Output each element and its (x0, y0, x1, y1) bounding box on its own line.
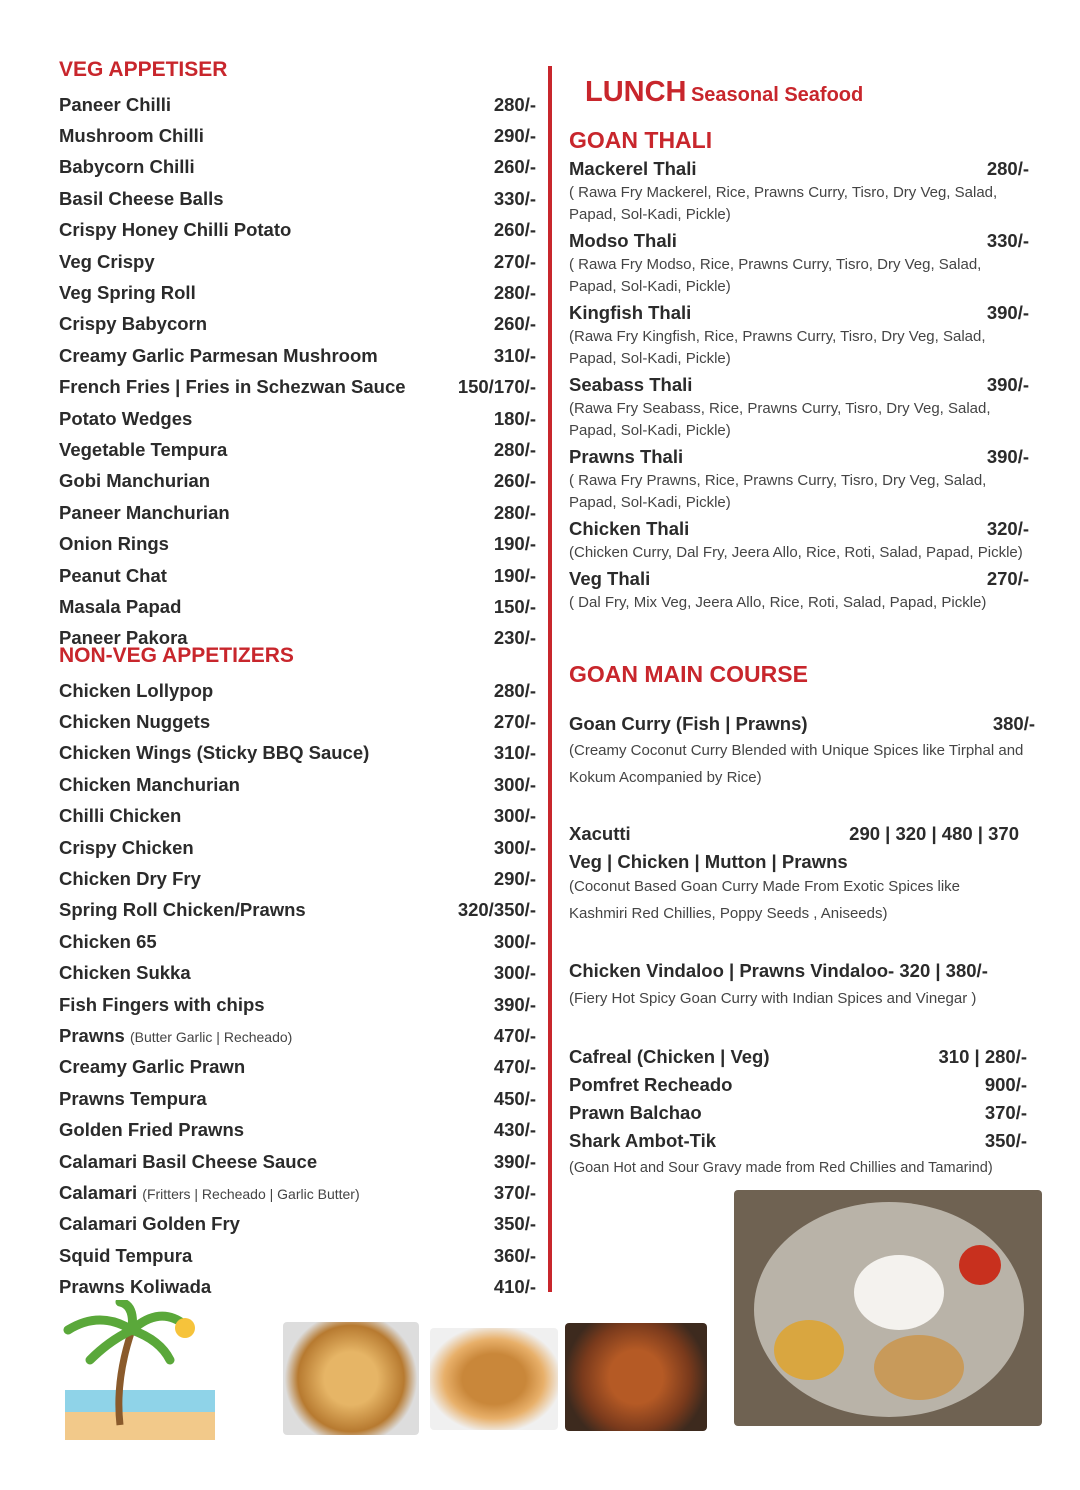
veg-appetiser-heading: VEG APPETISER (59, 58, 228, 81)
item-name: Onion Rings (59, 533, 169, 555)
menu-item (59, 246, 536, 277)
menu-item (59, 926, 536, 957)
item-name-wrap (59, 1245, 192, 1267)
thali-row (569, 516, 1029, 542)
menu-item (59, 309, 536, 340)
item-price: 330/- (493, 187, 536, 209)
item-price: 290/- (493, 868, 536, 890)
item-name: Shark Ambot-Tik (569, 1130, 716, 1151)
goan-thali-list (569, 156, 1029, 616)
item-description: ( Dal Fry, Mix Veg, Jeera Allo, Rice, Roti, Salad, Papad, Pickle) (569, 594, 987, 611)
menu-item (59, 1271, 536, 1302)
item-price: 180/- (493, 407, 536, 429)
item-name: Vegetable Tempura (59, 438, 228, 460)
item-name: Calamari (59, 1181, 138, 1203)
item-price: 370/- (984, 1102, 1027, 1123)
item-name: Goan Curry (Fish | Prawns) (569, 713, 808, 734)
vindaloo-item (569, 960, 1039, 1010)
thali-row (569, 300, 1029, 326)
item-description: (Fiery Hot Spicy Goan Curry with Indian Spices and Vinegar ) (569, 990, 977, 1007)
item-name-wrap (59, 742, 369, 764)
menu-item (59, 560, 536, 591)
item-price: 150/170/- (457, 376, 536, 398)
item-name: Chicken Thali (569, 518, 690, 539)
item-name-wrap (59, 837, 194, 859)
main-course-list (569, 1043, 1027, 1155)
item-name-wrap (59, 962, 191, 984)
item-price: 150/- (493, 595, 536, 617)
item-price: 390/- (493, 993, 536, 1015)
item-price: 270/- (493, 711, 536, 733)
item-name: Gobi Manchurian (59, 470, 211, 492)
thali-row (569, 228, 1029, 254)
item-price: 380/- (992, 713, 1035, 734)
goan-curry-item (569, 713, 1035, 791)
item-name-wrap (59, 868, 201, 890)
item-price: 310/- (493, 742, 536, 764)
item-price: 270/- (986, 568, 1029, 589)
item-name: Crispy Chicken (59, 836, 194, 858)
item-price: 260/- (493, 470, 536, 492)
item-name-wrap (59, 1119, 244, 1141)
item-name: Masala Papad (59, 595, 182, 617)
thali-item (569, 156, 1029, 226)
item-price: 300/- (493, 805, 536, 827)
thali-item (569, 516, 1029, 564)
item-price: 290 | 320 | 480 | 370 (849, 823, 1019, 844)
item-price: 300/- (493, 773, 536, 795)
item-description: (Creamy Coconut Curry Blended with Unique Spices like Tirphal and Kokum Acompanied by Rice) (569, 742, 1024, 786)
item-name: Basil Cheese Balls (59, 187, 224, 209)
item-name-wrap (59, 899, 306, 921)
item-name-wrap (59, 805, 181, 827)
item-name: Crispy Honey Chilli Potato (59, 219, 292, 241)
item-price: 290/- (493, 125, 536, 147)
item-price: 270/- (493, 250, 536, 272)
menu-item (59, 958, 536, 989)
item-name-wrap (59, 994, 265, 1016)
menu-item (59, 277, 536, 308)
item-price: 190/- (493, 533, 536, 555)
item-price: 390/- (986, 302, 1029, 323)
item-name: Chicken 65 (59, 930, 157, 952)
item-name: Squid Tempura (59, 1244, 193, 1266)
menu-item (59, 497, 536, 528)
item-price: 390/- (986, 374, 1029, 395)
menu-item (59, 1209, 536, 1240)
item-name: Chicken Dry Fry (59, 868, 201, 890)
menu-item (59, 466, 536, 497)
item-price: 410/- (493, 1276, 536, 1298)
item-name: Chicken Nuggets (59, 711, 211, 733)
item-name: Creamy Garlic Prawn (59, 1056, 246, 1078)
item-price: 300/- (493, 836, 536, 858)
item-price: 330/- (986, 230, 1029, 251)
item-description: (Chicken Curry, Dal Fry, Jeera Allo, Rice, Roti, Salad, Papad, Pickle) (569, 544, 1023, 561)
menu-item (59, 434, 536, 465)
menu-item (59, 1052, 536, 1083)
item-name: Chicken Wings (Sticky BBQ Sauce) (59, 742, 370, 764)
palm-beach-illustration (60, 1300, 220, 1440)
goan-main-course-heading: GOAN MAIN COURSE (569, 661, 808, 687)
thali-item (569, 372, 1029, 442)
thali-row (569, 156, 1029, 182)
item-name: Prawn Balchao (569, 1102, 702, 1123)
item-price: 310/- (493, 344, 536, 366)
item-price: 390/- (986, 446, 1029, 467)
item-price: 280/- (986, 158, 1029, 179)
item-description: (Rawa Fry Seabass, Rice, Prawns Curry, Tisro, Dry Veg, Salad, Papad, Sol-Kadi, Pickle) (569, 400, 991, 439)
menu-item (59, 215, 536, 246)
menu-item (569, 1127, 1027, 1155)
xacutti-item (569, 823, 1019, 927)
item-price: 350/- (984, 1130, 1027, 1151)
thali-item (569, 566, 1029, 614)
item-price: 260/- (493, 313, 536, 335)
thali-row (569, 566, 1029, 592)
item-name: Veg Crispy (59, 250, 155, 272)
menu-item (59, 895, 536, 926)
thali-row (569, 372, 1029, 398)
item-description: (Coconut Based Goan Curry Made From Exotic Spices like Kashmiri Red Chillies, Poppy Seeds , Aniseeds) (569, 878, 960, 922)
menu-item (59, 528, 536, 559)
lunch-heading (585, 76, 863, 109)
item-name: Chicken Manchurian (59, 773, 240, 795)
goan-thali-photo (734, 1190, 1042, 1426)
item-name: Chicken Sukka (59, 962, 191, 984)
item-name: Chicken Lollypop (59, 679, 214, 701)
item-price: 280/- (493, 93, 536, 115)
lunch-title: LUNCH (585, 76, 687, 108)
item-price: 190/- (493, 564, 536, 586)
item-name: Golden Fried Prawns (59, 1119, 245, 1141)
item-price: 360/- (493, 1244, 536, 1266)
item-name: Veg Spring Roll (59, 282, 196, 304)
item-name-wrap (59, 774, 240, 796)
item-name: Crispy Babycorn (59, 313, 208, 335)
item-description: ( Rawa Fry Prawns, Rice, Prawns Curry, Tisro, Dry Veg, Salad, Papad, Sol-Kadi, Pickle) (569, 472, 987, 511)
item-price: 300/- (493, 962, 536, 984)
chicken-wings-photo (565, 1323, 707, 1431)
menu-item (59, 769, 536, 800)
item-name: Prawns Tempura (59, 1087, 207, 1109)
item-name: Pomfret Recheado (569, 1074, 733, 1095)
nonveg-appetizers-heading: NON-VEG APPETIZERS (59, 644, 294, 667)
spring-rolls-photo (283, 1322, 419, 1435)
item-price: 230/- (493, 627, 536, 649)
item-price: 370/- (493, 1181, 536, 1203)
item-name: Prawns Koliwada (59, 1276, 212, 1298)
item-name: French Fries | Fries in Schezwan Sauce (59, 376, 406, 398)
menu-item (59, 340, 536, 371)
item-name: Prawns (59, 1024, 125, 1046)
menu-item (59, 863, 536, 894)
menu-item (59, 1146, 536, 1177)
item-name: Spring Roll Chicken/Prawns (59, 899, 306, 921)
item-description: ( Rawa Fry Mackerel, Rice, Prawns Curry, Tisro, Dry Veg, Salad, Papad, Sol-Kadi, Pickle) (569, 184, 998, 223)
item-description: ( Rawa Fry Modso, Rice, Prawns Curry, Tisro, Dry Veg, Salad, Papad, Sol-Kadi, Pickle) (569, 256, 982, 295)
menu-item (59, 832, 536, 863)
item-price: 300/- (493, 930, 536, 952)
menu-item (59, 989, 536, 1020)
potato-wedges-photo (430, 1328, 558, 1430)
item-name-wrap (59, 1088, 207, 1110)
item-name: Paneer Pakora (59, 627, 188, 649)
menu-item (59, 1083, 536, 1114)
item-price: 280/- (493, 282, 536, 304)
item-name: Mushroom Chilli (59, 125, 204, 147)
item-name: Veg Thali (569, 568, 651, 589)
veg-appetiser-list (59, 89, 536, 654)
item-name-wrap (59, 1182, 360, 1204)
item-name: Paneer Manchurian (59, 501, 230, 523)
divider-line (548, 66, 552, 1292)
item-price: 900/- (984, 1074, 1027, 1095)
item-name: Fish Fingers with chips (59, 993, 265, 1015)
menu-item (59, 183, 536, 214)
item-name: Chicken Vindaloo | Prawns Vindaloo- 320 | 380/- (569, 960, 988, 981)
item-name: Calamari Golden Fry (59, 1213, 240, 1235)
menu-item (59, 591, 536, 622)
item-price: 470/- (493, 1024, 536, 1046)
item-name: Prawns Thali (569, 446, 684, 467)
item-price: 310 | 280/- (938, 1046, 1027, 1067)
item-price: 260/- (493, 219, 536, 241)
item-name: Seabass Thali (569, 374, 693, 395)
item-name-wrap (59, 1025, 292, 1047)
item-name-wrap (59, 1276, 211, 1298)
item-variants: Veg | Chicken | Mutton | Prawns (569, 851, 848, 872)
menu-item (59, 706, 536, 737)
item-name: Modso Thali (569, 230, 677, 251)
menu-item (569, 1099, 1027, 1127)
thali-row (569, 444, 1029, 470)
item-note: (Fritters | Recheado | Garlic Butter) (142, 1185, 360, 1202)
item-name: Cafreal (Chicken | Veg) (569, 1046, 770, 1067)
item-name: Peanut Chat (59, 564, 167, 586)
menu-item (59, 89, 536, 120)
menu-item (59, 1114, 536, 1145)
item-name: Potato Wedges (59, 407, 193, 429)
menu-item (59, 738, 536, 769)
item-name: Calamari Basil Cheese Sauce (59, 1150, 318, 1172)
item-note: (Butter Garlic | Recheado) (129, 1028, 293, 1045)
menu-item (569, 1071, 1027, 1099)
item-price: 320/350/- (457, 899, 536, 921)
item-price: 430/- (493, 1119, 536, 1141)
item-name: Babycorn Chilli (59, 156, 195, 178)
item-name: Creamy Garlic Parmesan Mushroom (59, 344, 378, 366)
item-name-wrap (59, 680, 213, 702)
lunch-subtitle: Seasonal Seafood (690, 84, 864, 106)
nonveg-appetizers-list (59, 675, 536, 1303)
item-price: 470/- (493, 1056, 536, 1078)
item-name-wrap (59, 711, 210, 733)
item-name: Kingfish Thali (569, 302, 692, 323)
item-name: Mackerel Thali (569, 158, 697, 179)
menu-item (59, 372, 536, 403)
item-price: 450/- (493, 1087, 536, 1109)
item-name-wrap (59, 1151, 317, 1173)
menu-item (59, 120, 536, 151)
item-price: 390/- (493, 1150, 536, 1172)
menu-item (59, 801, 536, 832)
menu-item (59, 1240, 536, 1271)
thali-item (569, 300, 1029, 370)
item-name-wrap (59, 1213, 240, 1235)
item-price: 320/- (986, 518, 1029, 539)
item-price: 280/- (493, 679, 536, 701)
item-name-wrap (59, 931, 157, 953)
item-name-wrap (59, 1056, 245, 1078)
shark-ambot-tik-description: (Goan Hot and Sour Gravy made from Red Chillies and Tamarind) (569, 1160, 993, 1176)
menu-item (59, 675, 536, 706)
item-name: Xacutti (569, 823, 631, 844)
thali-item (569, 444, 1029, 514)
item-price: 280/- (493, 501, 536, 523)
thali-item (569, 228, 1029, 298)
menu-item (59, 152, 536, 183)
item-name: Paneer Chilli (59, 93, 172, 115)
menu-item (59, 403, 536, 434)
menu-item (59, 1177, 536, 1208)
menu-item (569, 1043, 1027, 1071)
item-price: 260/- (493, 156, 536, 178)
item-price: 280/- (493, 438, 536, 460)
item-name: Chilli Chicken (59, 805, 182, 827)
menu-item (59, 1020, 536, 1051)
item-description: (Rawa Fry Kingfish, Rice, Prawns Curry, Tisro, Dry Veg, Salad, Papad, Sol-Kadi, Pickle) (569, 328, 986, 367)
goan-thali-heading: GOAN THALI (569, 127, 713, 153)
item-price: 350/- (493, 1213, 536, 1235)
